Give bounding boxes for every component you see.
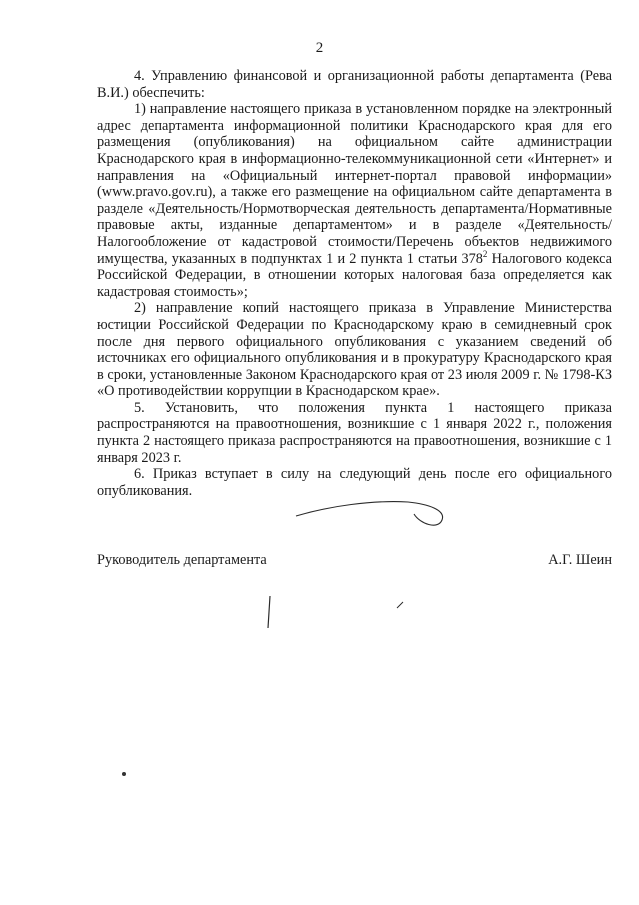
paragraph-4: 4. Управлению финансовой и организационной работы департамента (Рева В.И.) обеспечить: <box>97 68 612 101</box>
paragraph-6: 6. Приказ вступает в силу на следующий день после его официального опубликования. <box>97 466 612 499</box>
article-superscript: 2 <box>482 248 488 259</box>
signatory-position: Руководитель департамента <box>97 552 267 568</box>
paragraph-5: 5. Установить, что положения пункта 1 настоящего приказа распространяются на правоотношения, возникшие с 1 января 2022 г., положения пункта 2 настоящего приказа распространяются на правоотношения, возникшие с 1 января 2023 г. <box>97 399 612 466</box>
signature-tick <box>268 596 270 628</box>
signatory-name: А.Г. Шеин <box>548 552 612 568</box>
page-number: 2 <box>315 40 324 56</box>
paragraph-4-1-tail: Налогового кодекса Российской Федерации, в отношении которых налоговая база определяется как кадастровая стоимость»; <box>97 250 613 300</box>
paragraph-4-1-text: 1) направление настоящего приказа в установленном порядке на электронный адрес департамента информационной политики Краснодарского края для его размещения (опубликования) на официальном сайте администрации Краснодарского края в информационно-телекоммуникационной сети «Интернет» и направления на «Официальный интернет-портал правовой информации» (www.pravo.gov.ru), а также его размещение на официальном сайте департамента в разделе «Деятельность/Нормотворческая деятельность департамента/Нормативные правовые акты, изданные департаментом» и в разделе «Деятельность/Налогообложение от кадастровой стоимости/Перечень объектов недвижимого имущества, указанных в подпунктах 1 и 2 пункта 1 статьи 378 <box>97 101 612 267</box>
paragraph-4-2: 2) направление копий настоящего приказа в Управление Министерства юстиции Российской Федерации по Краснодарскому краю в семидневный срок после дня первого официального опубликования с указанием сведений об источниках его официального опубликования и в прокуратуру Краснодарского края в сроки, установленные Законом Краснодарского края от 23 июля 2009 г. № 1798-КЗ «О противодействии коррупции в Краснодарском крае». <box>97 300 612 400</box>
signature-stroke <box>296 502 443 526</box>
signature-mark <box>397 602 403 608</box>
ink-dot <box>122 772 126 776</box>
paragraph-4-1 <box>97 101 612 300</box>
signature-row <box>97 552 612 569</box>
document-body <box>97 68 612 499</box>
